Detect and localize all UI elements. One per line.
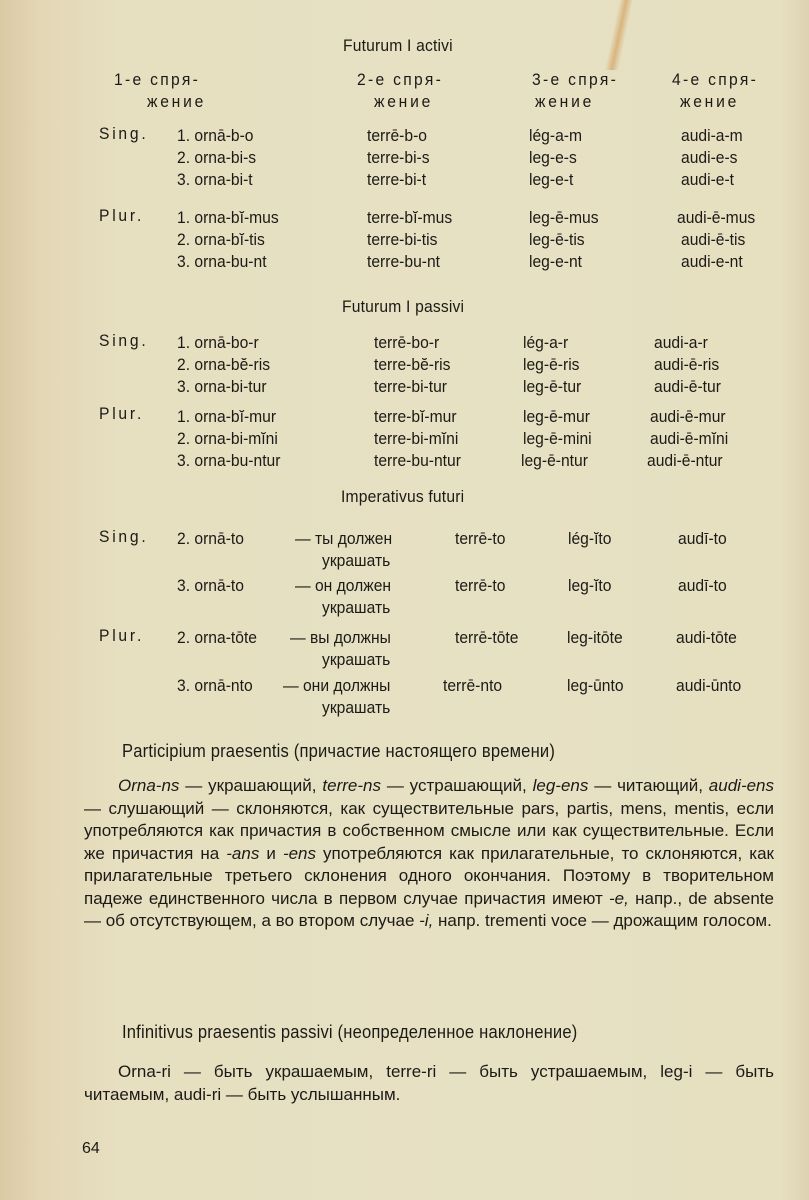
header-conj-4-line2: жение: [680, 92, 740, 111]
participium-paragraph: [84, 775, 774, 933]
section-title-participium: Participium praesentis (причастие настоящего времени): [122, 741, 556, 761]
imp-r1-gloss2: украшать: [322, 551, 391, 570]
fp-r2-c2: terre-bĕ-ris: [374, 355, 451, 374]
fa-r1-c3: lég-a-m: [529, 126, 583, 145]
imp-r3-gloss: — вы должны: [290, 628, 391, 647]
fp-r2-c4: audi-ē-ris: [654, 355, 720, 374]
term: -ens: [282, 843, 317, 863]
fp-r4-c3: leg-ē-mur: [523, 407, 590, 426]
term: -i,: [419, 911, 434, 930]
fa-r4-c4: audi-ē-mus: [677, 208, 756, 227]
fa-r3-c1: 3. orna-bi-t: [177, 170, 253, 189]
imp-r2-gloss: — он должен: [295, 576, 392, 595]
fa-r1-c1: 1. ornā-b-o: [177, 126, 254, 145]
section-title-futurum-passivi: Futurum I passivi: [342, 297, 465, 316]
fp-r1-c4: audi-a-r: [654, 333, 708, 352]
page-crease: [605, 0, 634, 70]
term: -ans: [226, 843, 260, 863]
label-sing: Sing.: [99, 527, 149, 546]
fp-r1-c3: lég-a-r: [523, 333, 569, 352]
imp-r1-c2: terrē-to: [455, 529, 506, 548]
fa-r4-c2: terre-bĭ-mus: [367, 208, 453, 227]
text: употребляются как прилагательные, то склоняются, как прилагательные третьего склонения одного окончания. Поэтому в творительном падеже единственного числа в первом случае причастия имеют: [84, 843, 774, 908]
imp-r1-form: 2. ornā-to: [177, 529, 244, 548]
fa-r6-c1: 3. orna-bu-nt: [177, 252, 267, 271]
fa-r4-c1: 1. orna-bĭ-mus: [177, 208, 279, 227]
header-conj-4-line1: 4-е спря-: [672, 70, 759, 89]
section-title-futurum-activi: Futurum I activi: [343, 36, 453, 55]
fp-r6-c4: audi-ē-ntur: [647, 451, 723, 470]
fa-r6-c4: audi-e-nt: [681, 252, 743, 271]
fa-r5-c3: leg-ē-tis: [529, 230, 585, 249]
fp-r1-c1: 1. ornā-bo-r: [177, 333, 259, 352]
term: audi-ens: [708, 776, 775, 795]
header-conj-1-line2: жение: [147, 92, 207, 111]
section-title-infinitivus: Infinitivus praesentis passivi (неопределенное наклонение): [122, 1022, 578, 1042]
fa-r5-c2: terre-bi-tis: [367, 230, 438, 249]
imp-r3-form: 2. orna-tōte: [177, 628, 257, 647]
term: leg-ens: [532, 776, 589, 795]
imp-r3-c3: leg-itōte: [567, 628, 623, 647]
text: — устрашающий,: [380, 776, 533, 795]
imp-r2-form: 3. ornā-to: [177, 576, 244, 595]
fa-r2-c2: terre-bi-s: [367, 148, 430, 167]
fa-r1-c4: audi-a-m: [681, 126, 743, 145]
header-conj-1-line1: 1-е спря-: [114, 70, 201, 89]
header-conj-2-line1: 2-е спря-: [357, 70, 444, 89]
label-sing: Sing.: [99, 124, 149, 143]
term: terre-ns: [322, 776, 381, 795]
fp-r5-c3: leg-ē-mini: [523, 429, 592, 448]
header-conj-3-line2: жение: [535, 92, 595, 111]
fa-r6-c2: terre-bu-nt: [367, 252, 441, 271]
fp-r5-c4: audi-ē-mĭni: [650, 429, 729, 448]
text: напр. trementi voce — дрожащим голосом.: [433, 911, 772, 930]
fp-r2-c3: leg-ē-ris: [523, 355, 580, 374]
fa-r6-c3: leg-e-nt: [529, 252, 583, 271]
fa-r2-c4: audi-e-s: [681, 148, 738, 167]
text: и: [259, 843, 283, 863]
imp-r3-c2: terrē-tōte: [455, 628, 519, 647]
imp-r1-c4: audī-to: [678, 529, 727, 548]
infinitivus-paragraph: Orna-ri — быть украшаемым, terre-ri — быть устрашаемым, leg-i — быть читаемым, audi-ri — быть услышанным.: [84, 1062, 774, 1104]
fp-r5-c2: terre-bi-mĭni: [374, 429, 459, 448]
fp-r3-c4: audi-ē-tur: [654, 377, 721, 396]
page-number: 64: [82, 1140, 100, 1157]
fp-r3-c1: 3. orna-bi-tur: [177, 377, 267, 396]
imp-r4-gloss: — они должны: [283, 676, 391, 695]
imp-r1-c3: lég-ĭto: [568, 529, 612, 548]
imp-r3-c4: audi-tōte: [676, 628, 737, 647]
section-title-imperativus: Imperativus futuri: [341, 487, 465, 506]
fa-r2-c1: 2. orna-bi-s: [177, 148, 257, 167]
fp-r3-c3: leg-ē-tur: [523, 377, 582, 396]
fp-r1-c2: terrē-bo-r: [374, 333, 440, 352]
imp-r4-c4: audi-ūnto: [676, 676, 742, 695]
label-plur: Plur.: [99, 626, 145, 645]
fa-r3-c3: leg-e-t: [529, 170, 574, 189]
fa-r1-c2: terrē-b-o: [367, 126, 427, 145]
fa-r3-c4: audi-e-t: [681, 170, 735, 189]
fa-r5-c4: audi-ē-tis: [681, 230, 746, 249]
header-conj-2-line2: жение: [374, 92, 434, 111]
fp-r6-c3: leg-ē-ntur: [521, 451, 588, 470]
text: — украшающий,: [179, 776, 323, 795]
imp-r4-c3: leg-ūnto: [567, 676, 624, 695]
fp-r4-c4: audi-ē-mur: [650, 407, 726, 426]
imp-r4-gloss2: украшать: [322, 698, 391, 717]
fp-r4-c2: terre-bĭ-mur: [374, 407, 457, 426]
imp-r3-gloss2: украшать: [322, 650, 391, 669]
fp-r6-c2: terre-bu-ntur: [374, 451, 461, 470]
text: напр., de absente — об отсутствующем, а во втором случае: [84, 888, 774, 930]
fp-r3-c2: terre-bi-tur: [374, 377, 448, 396]
fa-r3-c2: terre-bi-t: [367, 170, 427, 189]
fp-r2-c1: 2. orna-bĕ-ris: [177, 355, 271, 374]
term: Orna-ns: [118, 776, 180, 795]
imp-r2-c2: terrē-to: [455, 576, 506, 595]
term: -e,: [609, 888, 629, 908]
header-conj-3-line1: 3-е спря-: [532, 70, 619, 89]
imp-r2-gloss2: украшать: [322, 598, 391, 617]
fp-r6-c1: 3. orna-bu-ntur: [177, 451, 281, 470]
imp-r4-c2: terrē-nto: [443, 676, 503, 695]
imp-r1-gloss: — ты должен: [295, 529, 393, 548]
imp-r4-form: 3. ornā-nto: [177, 676, 253, 695]
fp-r5-c1: 2. orna-bi-mĭni: [177, 429, 278, 448]
imp-r2-c4: audī-to: [678, 576, 727, 595]
fp-r4-c1: 1. orna-bĭ-mur: [177, 407, 277, 426]
fa-r2-c3: leg-e-s: [529, 148, 577, 167]
text: — читающий,: [588, 776, 709, 795]
text: — слушающий — склоняются, как существительные pars, partis, mens, mentis, если употребляются как причастия в собственном смысле или как существительные. Если же причастия на: [84, 798, 774, 863]
label-plur: Plur.: [99, 206, 145, 225]
fa-r5-c1: 2. orna-bĭ-tis: [177, 230, 265, 249]
label-plur: Plur.: [99, 404, 145, 423]
fa-r4-c3: leg-ē-mus: [529, 208, 599, 227]
label-sing: Sing.: [99, 331, 149, 350]
imp-r2-c3: leg-ĭto: [568, 576, 612, 595]
